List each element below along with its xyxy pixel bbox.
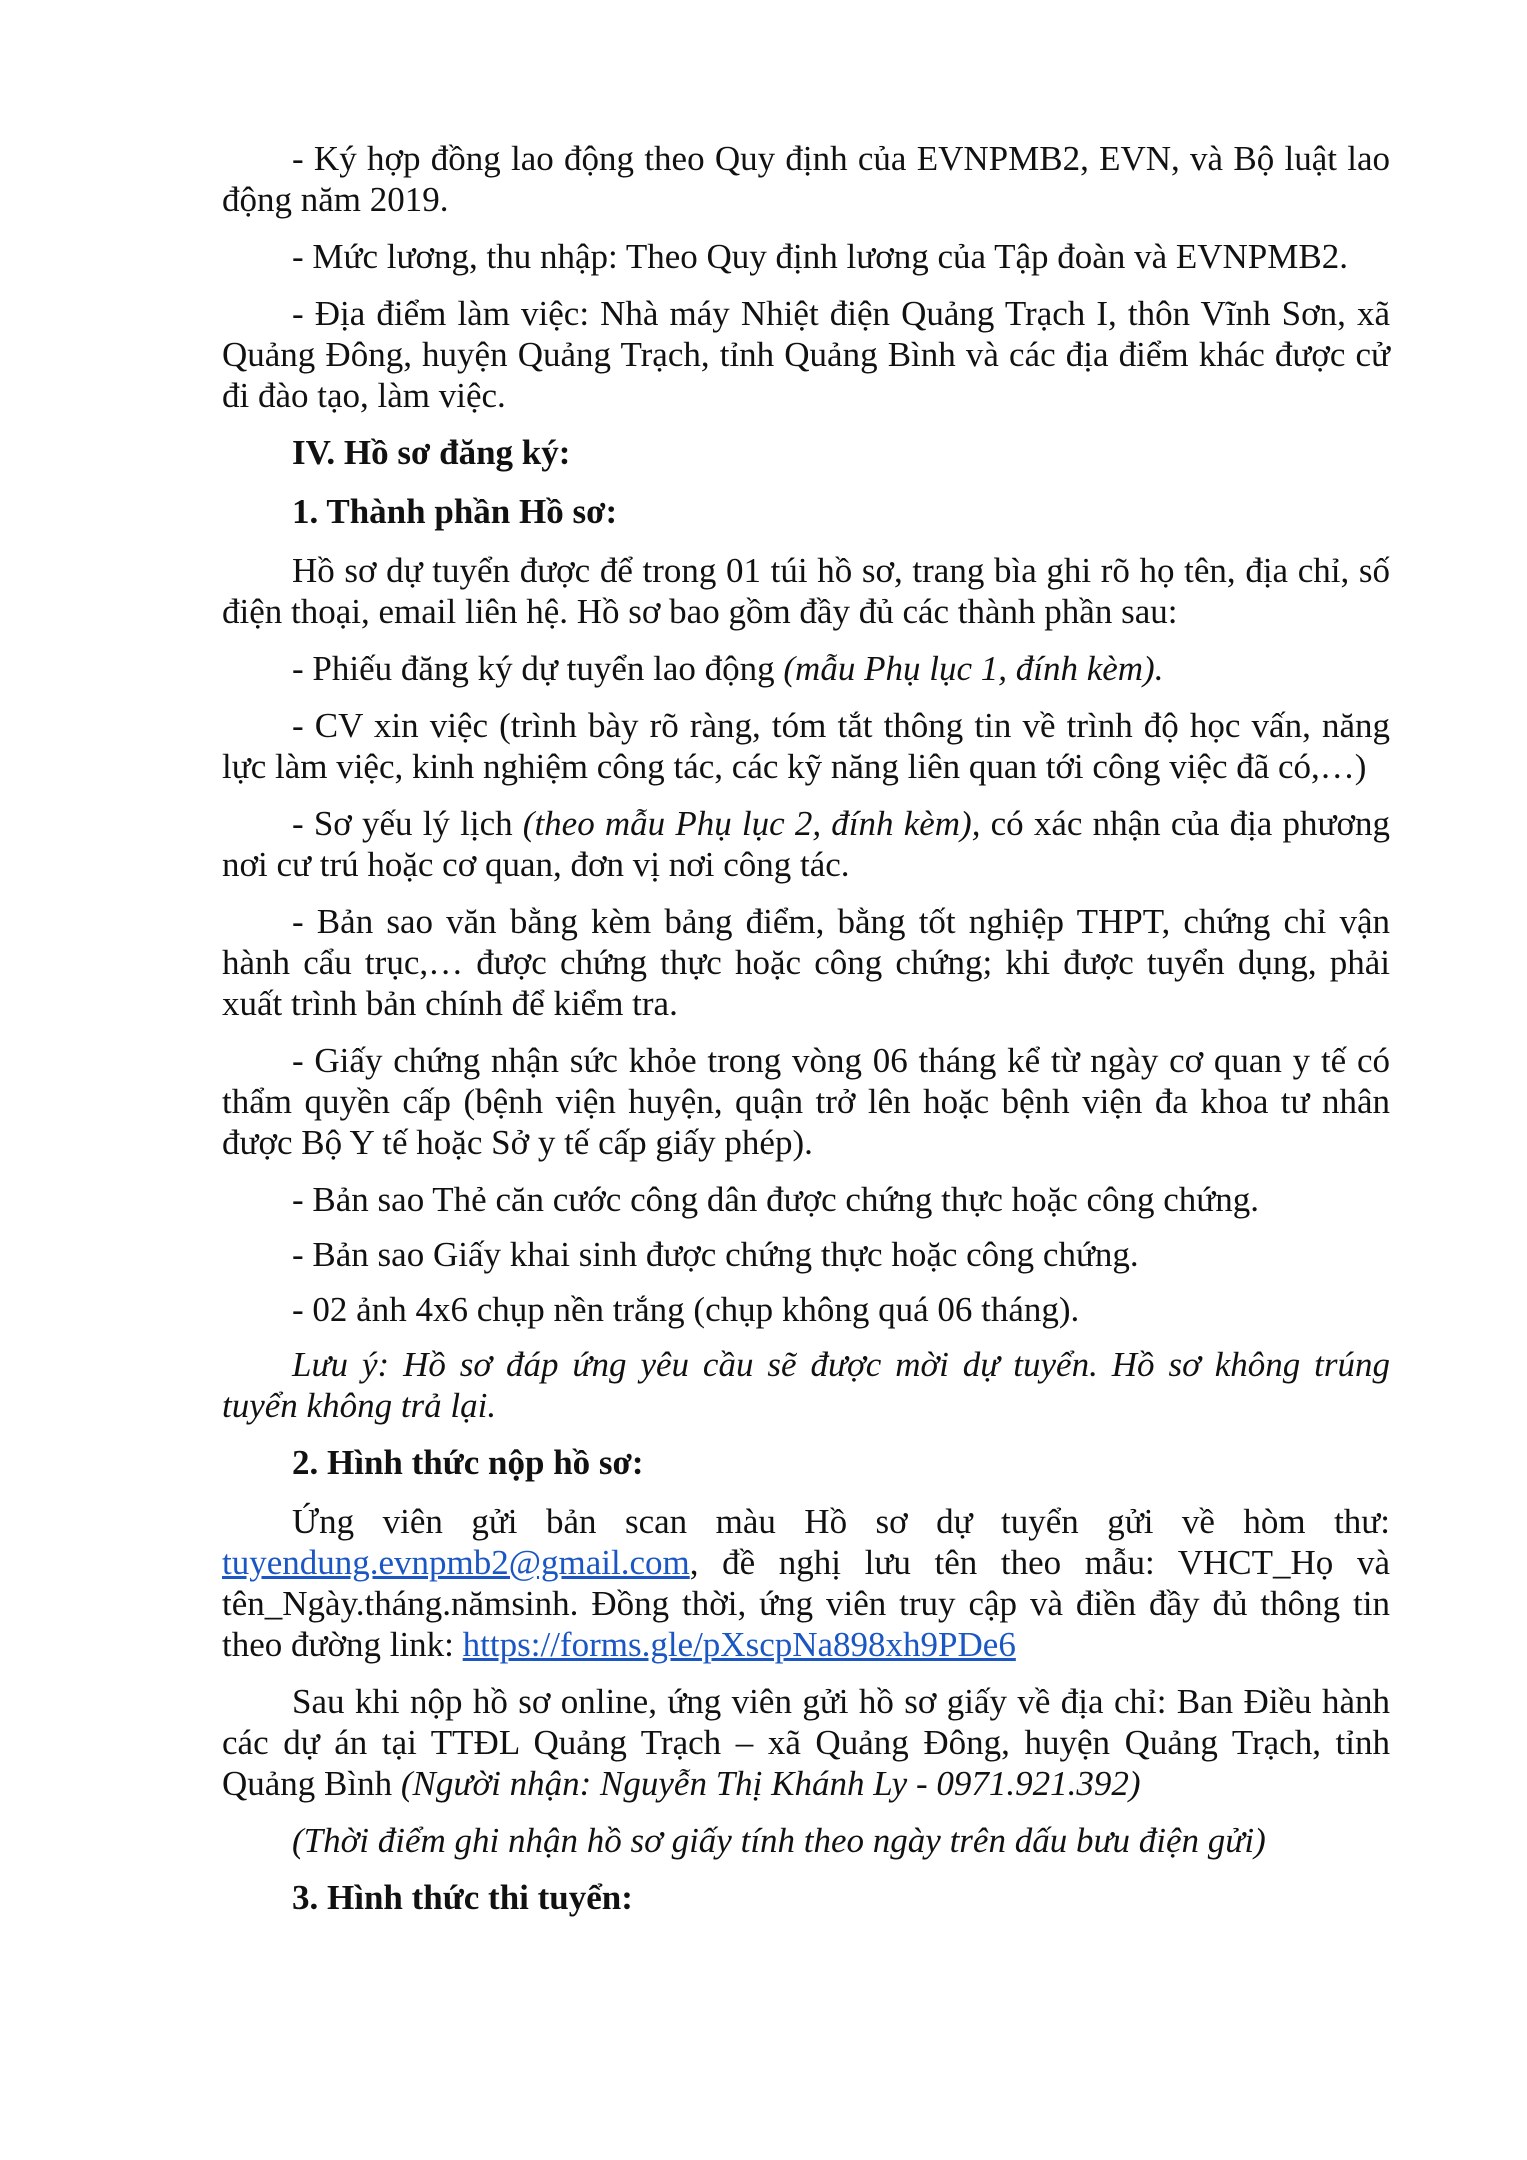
- submission-subheading: 2. Hình thức nộp hồ sơ:: [292, 1443, 644, 1482]
- list-item-photos: - 02 ảnh 4x6 chụp nền trắng (chụp không quá 06 tháng).: [292, 1290, 1080, 1329]
- document-page: [222, 138, 1390, 1936]
- form-link[interactable]: https://forms.gle/pXscpNa898xh9PDe6: [462, 1625, 1016, 1664]
- list-item-note: (theo mẫu Phụ lục 2, đính kèm),: [522, 804, 981, 843]
- list-item-text: - Sơ yếu lý lịch: [292, 804, 523, 843]
- documents-subheading: 1. Thành phần Hồ sơ:: [292, 492, 618, 531]
- list-item-cv: - CV xin việc (trình bày rõ ràng, tóm tắt thông tin về trình độ học vấn, năng lực làm việc, kinh nghiệm công tác, các kỹ năng liên quan tới công việc đã có,…): [222, 706, 1390, 786]
- list-item-text: - Phiếu đăng ký dự tuyển lao động: [292, 649, 784, 688]
- list-item-resume: [222, 803, 1390, 885]
- contract-paragraph: - Ký hợp đồng lao động theo Quy định của EVNPMB2, EVN, và Bộ luật lao động năm 2019.: [222, 139, 1390, 219]
- submission-paragraph: [222, 1501, 1390, 1665]
- list-item-id-card: - Bản sao Thẻ căn cước công dân được chứng thực hoặc công chứng.: [292, 1180, 1260, 1219]
- exam-format-subheading: 3. Hình thức thi tuyển:: [292, 1878, 633, 1917]
- postmark-note: (Thời điểm ghi nhận hồ sơ giấy tính theo ngày trên dấu bưu điện gửi): [292, 1821, 1266, 1860]
- list-item-registration-form: [222, 648, 1390, 689]
- location-paragraph: - Địa điểm làm việc: Nhà máy Nhiệt điện Quảng Trạch I, thôn Vĩnh Sơn, xã Quảng Đông, huyện Quảng Trạch, tỉnh Quảng Bình và các địa điểm khác được cử đi đào tạo, làm việc.: [222, 294, 1390, 415]
- note-paragraph: Lưu ý: Hồ sơ đáp ứng yêu cầu sẽ được mời dự tuyển. Hồ sơ không trúng tuyển không trả lại.: [222, 1345, 1390, 1425]
- list-item-health-certificate: - Giấy chứng nhận sức khỏe trong vòng 06 tháng kể từ ngày cơ quan y tế có thẩm quyền cấp (bệnh viện huyện, quận trở lên hoặc bệnh viện đa khoa tư nhân được Bộ Y tế hoặc Sở y tế cấp giấy phép).: [222, 1041, 1390, 1162]
- documents-intro: Hồ sơ dự tuyển được để trong 01 túi hồ sơ, trang bìa ghi rõ họ tên, địa chỉ, số điện thoại, email liên hệ. Hồ sơ bao gồm đầy đủ các thành phần sau:: [222, 551, 1390, 631]
- submission-text: Ứng viên gửi bản scan màu Hồ sơ dự tuyển gửi về hòm thư:: [292, 1502, 1390, 1541]
- list-item-text-continued: có xác nhận của địa phương nơi cư trú hoặc cơ quan, đơn vị nơi công tác.: [222, 804, 1390, 884]
- submission-text-continued: , đề nghị lưu tên theo mẫu: VHCT_Họ và tên_Ngày.tháng.nămsinh. Đồng thời, ứng viên truy cập và điền đầy đủ thông tin theo đường link:: [222, 1543, 1390, 1664]
- section-iv-heading: IV. Hồ sơ đăng ký:: [292, 433, 571, 472]
- mailing-text: Sau khi nộp hồ sơ online, ứng viên gửi hồ sơ giấy về địa chỉ: Ban Điều hành các dự án tại TTĐL Quảng Trạch – xã Quảng Đông, huyện Quảng Trạch, tỉnh Quảng Bình: [222, 1682, 1390, 1803]
- recipient-note: (Người nhận: Nguyễn Thị Khánh Ly - 0971.921.392): [400, 1764, 1141, 1803]
- salary-paragraph: - Mức lương, thu nhập: Theo Quy định lương của Tập đoàn và EVNPMB2.: [292, 237, 1348, 276]
- mailing-paragraph: [222, 1681, 1390, 1804]
- list-item-diplomas: - Bản sao văn bằng kèm bảng điểm, bằng tốt nghiệp THPT, chứng chỉ vận hành cẩu trục,… được chứng thực hoặc công chứng; khi được tuyển dụng, phải xuất trình bản chính để kiểm tra.: [222, 902, 1390, 1023]
- list-item-note: (mẫu Phụ lục 1, đính kèm).: [783, 649, 1164, 688]
- list-item-birth-certificate: - Bản sao Giấy khai sinh được chứng thực hoặc công chứng.: [292, 1235, 1139, 1274]
- email-link[interactable]: tuyendung.evnpmb2@gmail.com: [222, 1543, 690, 1582]
